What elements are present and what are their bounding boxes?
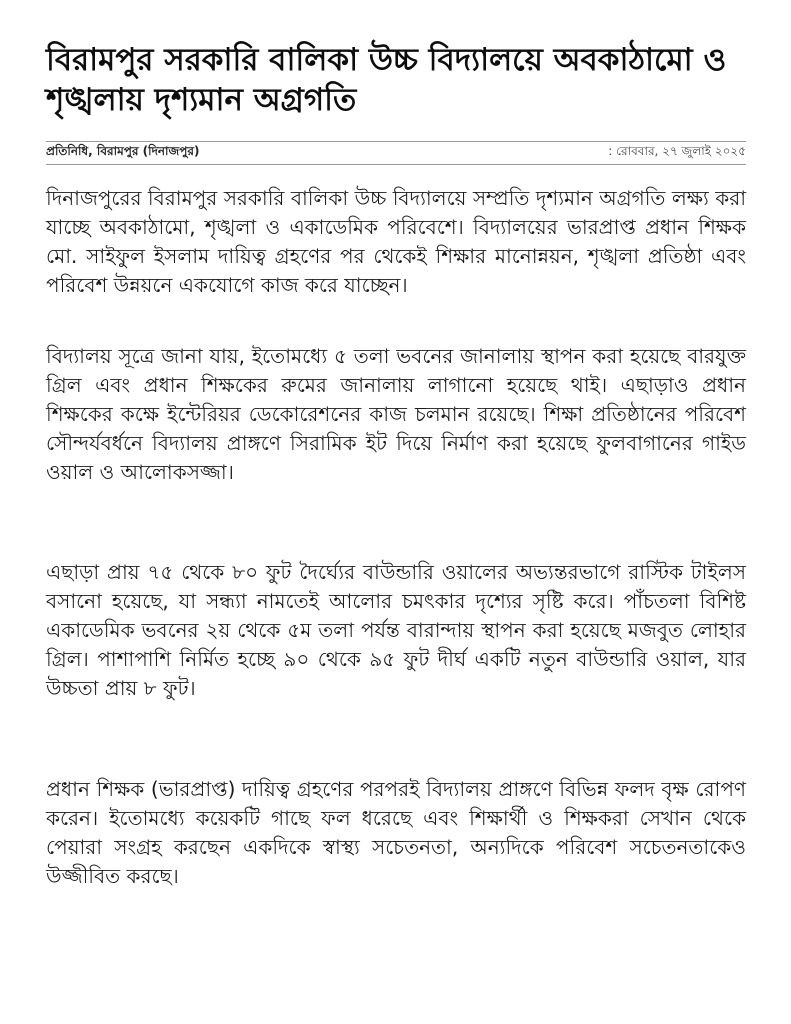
byline-bar [46,141,746,165]
headline: বিরামপুর সরকারি বালিকা উচ্চ বিদ্যালয়ে অবকাঠামো ও শৃঙ্খলায় দৃশ্যমান অগ্রগতি [46,42,727,118]
reporter-credit: প্রতিনিধি, বিরামপুর (দিনাজপুর) [46,144,200,158]
article-paragraph: বিদ্যালয় সূত্রে জানা যায়, ইতোমধ্যে ৫ তলা ভবনের জানালায় স্থাপন করা হয়েছে বারযুক্ত গ্রিল এবং প্রধান শিক্ষকের রুমের জানালায় লাগানো হয়েছে থাই। এছাড়াও প্রধান শিক্ষকের কক্ষে ইন্টেরিয়র ডেকোরেশনের কাজ চলমান রয়েছে। শিক্ষা প্রতিষ্ঠানের পরিবেশ সৌন্দর্যবর্ধনে বিদ্যালয় প্রাঙ্গণে সিরামিক ইট দিয়ে নির্মাণ করা হয়েছে ফুলবাগানের গাইড ওয়াল ও আলোকসজ্জা। [46,344,746,484]
publish-date: : রোববার, ২৭ জুলাই ২০২৫ [608,144,746,158]
article-paragraph: প্রধান শিক্ষক (ভারপ্রাপ্ত) দায়িত্ব গ্রহণের পরপরই বিদ্যালয় প্রাঙ্গণে বিভিন্ন ফলদ বৃক্ষ রোপণ করেন। ইতোমধ্যে কয়েকটি গাছে ফল ধরেছে এবং শিক্ষার্থী ও শিক্ষকরা সেখান থেকে পেয়ারা সংগ্রহ করছেন একদিকে স্বাস্থ্য সচেতনতা, অন্যদিকে পরিবেশ সচেতনতাকেও উজ্জীবিত করছে। [46,777,746,888]
article-paragraph: এছাড়া প্রায় ৭৫ থেকে ৮০ ফুট দৈর্ঘ্যের বাউন্ডারি ওয়ালের অভ্যন্তরভাগে রাস্টিক টাইলস বসানো হয়েছে, যা সন্ধ্যা নামতেই আলোর চমৎকার দৃশ্যের সৃষ্টি করে। পাঁচতলা বিশিষ্ট একাডেমিক ভবনের ২য় থেকে ৫ম তলা পর্যন্ত বারান্দায় স্থাপন করা হয়েছে মজবুত লোহার গ্রিল। পাশাপাশি নির্মিত হচ্ছে ৯০ থেকে ৯৫ ফুট দীর্ঘ একটি নতুন বাউন্ডারি ওয়াল, যার উচ্চতা প্রায় ৮ ফুট। [46,560,746,700]
article-paragraph: দিনাজপুরের বিরামপুর সরকারি বালিকা উচ্চ বিদ্যালয়ে সম্প্রতি দৃশ্যমান অগ্রগতি লক্ষ্য করা যাচ্ছে অবকাঠামো, শৃঙ্খলা ও একাডেমিক পরিবেশে। বিদ্যালয়ের ভারপ্রাপ্ত প্রধান শিক্ষক মো. সাইফুল ইসলাম দায়িত্ব গ্রহণের পর থেকেই শিক্ষার মানোন্নয়ন, শৃঙ্খলা প্রতিষ্ঠা এবং পরিবেশ উন্নয়নে একযোগে কাজ করে যাচ্ছেন। [46,186,746,297]
article-body [46,184,746,915]
